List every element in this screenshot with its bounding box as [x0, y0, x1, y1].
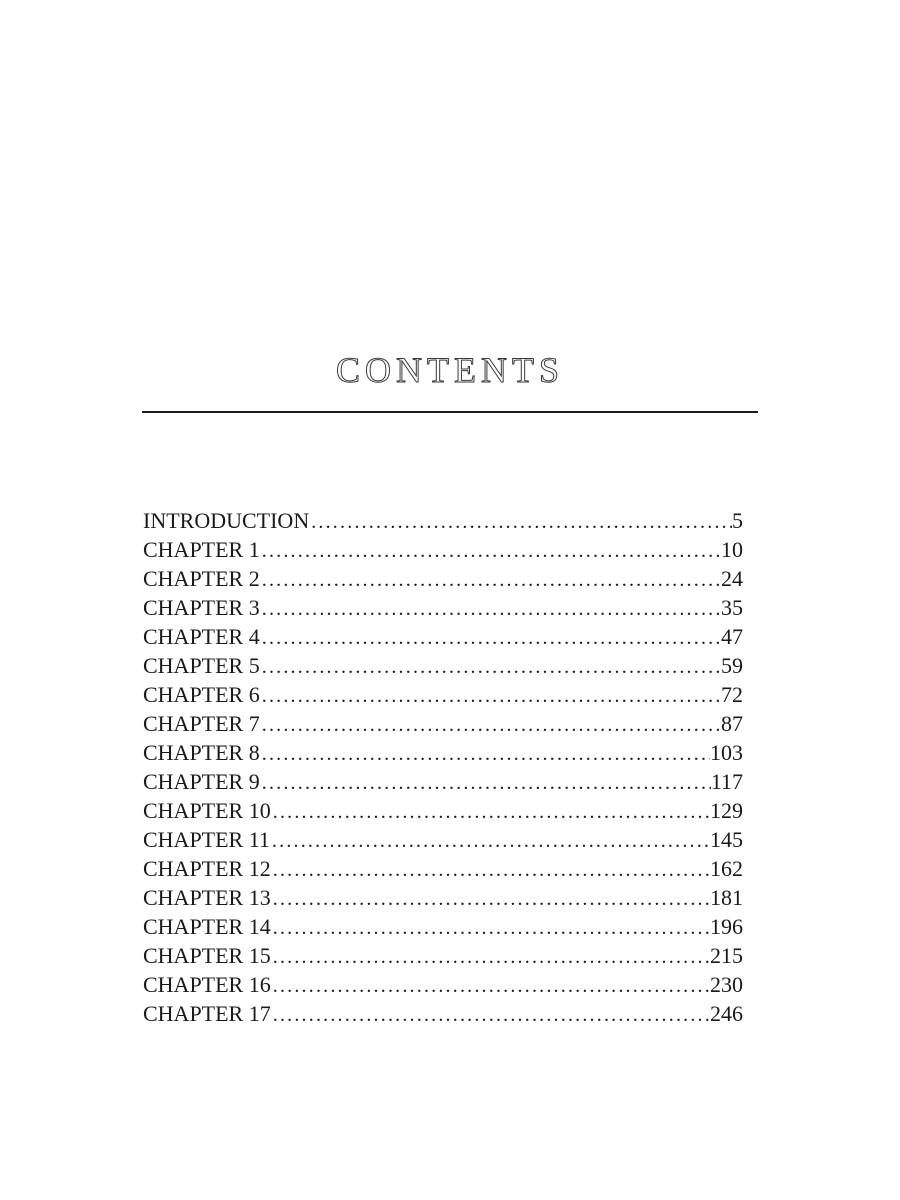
- toc-leader-dots: [271, 798, 710, 827]
- toc-entry-page: 230: [710, 972, 743, 997]
- toc-entry-label: CHAPTER 6: [143, 682, 260, 707]
- toc-entry-chapter-13: [143, 883, 743, 912]
- toc-entry-chapter-5: [143, 651, 743, 680]
- toc-entry-label: CHAPTER 3: [143, 595, 260, 620]
- toc-entry-label: CHAPTER 16: [143, 972, 271, 997]
- toc-entry-page: 47: [721, 624, 743, 649]
- toc-entry-page: 162: [710, 856, 743, 881]
- toc-leader-dots: [271, 885, 710, 914]
- toc-entry-label: INTRODUCTION: [143, 508, 310, 533]
- toc-leader-dots: [260, 653, 721, 682]
- toc-entry-label: CHAPTER 2: [143, 566, 260, 591]
- toc-entry-page: 181: [710, 885, 743, 910]
- toc-entry-chapter-7: [143, 709, 743, 738]
- toc-entry-page: 5: [732, 508, 743, 533]
- toc-entry-page: 117: [710, 769, 743, 794]
- toc-entry-label: CHAPTER 11: [143, 827, 270, 852]
- toc-entry-introduction: [143, 506, 743, 535]
- toc-entry-label: CHAPTER 1: [143, 537, 260, 562]
- toc-entry-label: CHAPTER 9: [143, 769, 260, 794]
- toc-leader-dots: [260, 595, 721, 624]
- toc-entry-page: 215: [710, 943, 743, 968]
- toc-leader-dots: [260, 624, 721, 653]
- toc-entry-label: CHAPTER 14: [143, 914, 271, 939]
- toc-entry-page: 246: [710, 1001, 743, 1026]
- toc-entry-label: CHAPTER 12: [143, 856, 271, 881]
- toc-entry-page: 145: [710, 827, 743, 852]
- toc-entry-label: CHAPTER 5: [143, 653, 260, 678]
- toc-entry-page: 59: [721, 653, 743, 678]
- toc-entry-chapter-8: [143, 738, 743, 767]
- toc-leader-dots: [271, 914, 710, 943]
- toc-entry-chapter-10: [143, 796, 743, 825]
- toc-leader-dots: [309, 508, 732, 537]
- toc-leader-dots: [260, 566, 721, 595]
- toc-entry-label: CHAPTER 13: [143, 885, 271, 910]
- toc-entry-chapter-12: [143, 854, 743, 883]
- toc-entry-page: 103: [710, 740, 743, 765]
- toc-leader-dots: [260, 537, 721, 566]
- toc-leader-dots: [260, 682, 721, 711]
- toc-entry-chapter-1: [143, 535, 743, 564]
- toc-entry-label: CHAPTER 8: [143, 740, 260, 765]
- toc-entry-chapter-6: [143, 680, 743, 709]
- toc-entry-page: 35: [721, 595, 743, 620]
- toc-entry-chapter-2: [143, 564, 743, 593]
- toc-entry-label: CHAPTER 17: [143, 1001, 271, 1026]
- toc-leader-dots: [271, 943, 710, 972]
- toc-leader-dots: [271, 972, 710, 1001]
- toc-entry-chapter-9: [143, 767, 743, 796]
- toc-entry-chapter-16: [143, 970, 743, 999]
- title-divider: [142, 411, 758, 413]
- toc-entry-page: 24: [721, 566, 743, 591]
- toc-entry-label: CHAPTER 4: [143, 624, 260, 649]
- toc-entry-chapter-14: [143, 912, 743, 941]
- toc-entry-label: CHAPTER 7: [143, 711, 260, 736]
- table-of-contents: [143, 506, 743, 1028]
- toc-entry-label: CHAPTER 10: [143, 798, 271, 823]
- toc-entry-page: 196: [710, 914, 743, 939]
- toc-entry-page: 72: [721, 682, 743, 707]
- toc-leader-dots: [260, 769, 711, 798]
- toc-entry-label: CHAPTER 15: [143, 943, 271, 968]
- toc-entry-page: 10: [721, 537, 743, 562]
- toc-entry-page: 87: [721, 711, 743, 736]
- toc-leader-dots: [271, 1001, 710, 1030]
- toc-entry-chapter-17: [143, 999, 743, 1028]
- toc-leader-dots: [271, 856, 710, 885]
- toc-entry-chapter-4: [143, 622, 743, 651]
- toc-entry-chapter-11: [143, 825, 743, 854]
- toc-entry-page: 129: [710, 798, 743, 823]
- toc-entry-chapter-15: [143, 941, 743, 970]
- toc-leader-dots: [270, 827, 710, 856]
- toc-entry-chapter-3: [143, 593, 743, 622]
- toc-leader-dots: [260, 740, 710, 769]
- page-title: CONTENTS: [336, 350, 564, 390]
- toc-leader-dots: [260, 711, 721, 740]
